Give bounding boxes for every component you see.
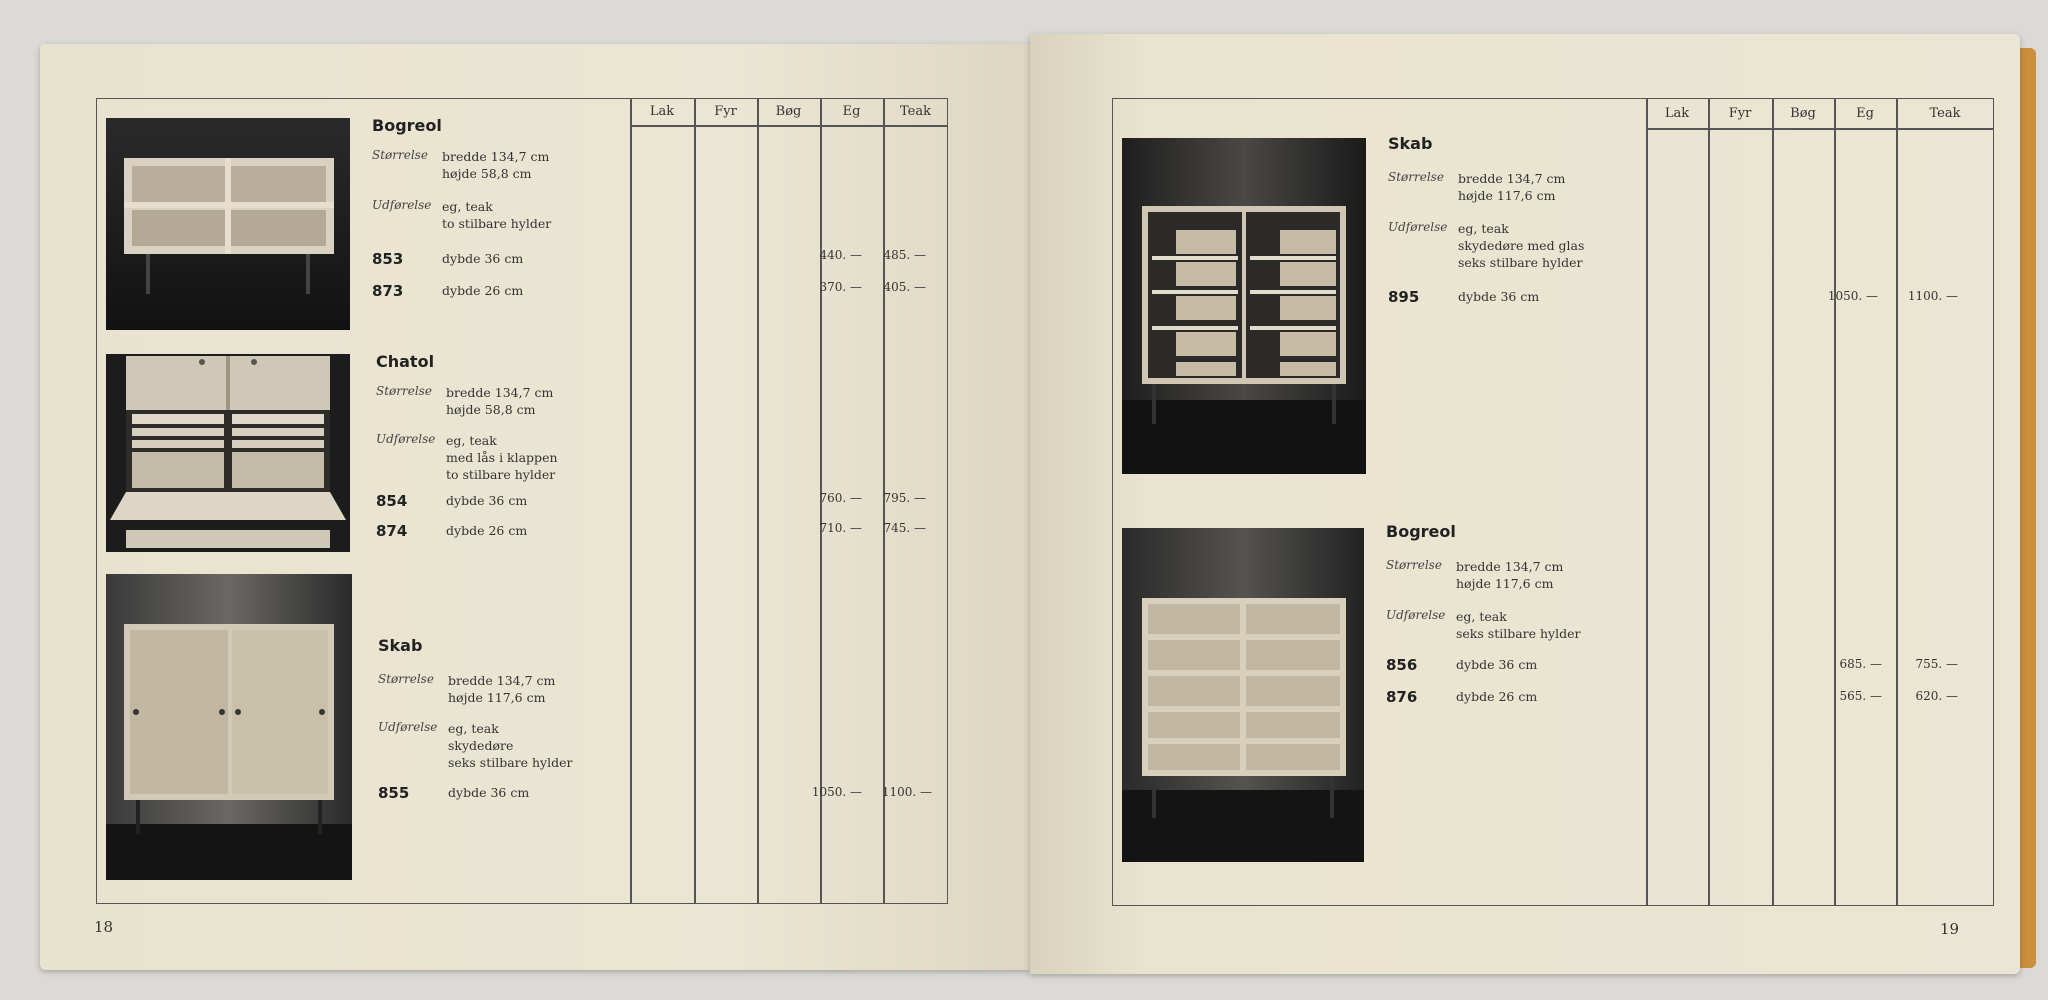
depth-text: dybde 36 cm bbox=[1456, 657, 1538, 672]
left-col-divider bbox=[694, 98, 696, 904]
price-eg: 1050. — bbox=[811, 785, 862, 799]
product-number: 876 bbox=[1386, 688, 1418, 706]
left-header-rule bbox=[630, 125, 948, 127]
finish-text: eg, teak skydedøre med glas seks stilbare hylder bbox=[1458, 221, 1585, 270]
finish-label: Udførelse bbox=[372, 198, 432, 212]
price-eg: 760. — bbox=[819, 491, 862, 505]
finish-label: Udførelse bbox=[378, 720, 438, 734]
chatol-photo bbox=[106, 354, 350, 552]
depth-text: dybde 36 cm bbox=[1458, 289, 1540, 304]
price-teak: 620. — bbox=[1915, 689, 1958, 703]
price-teak: 755. — bbox=[1915, 657, 1958, 671]
price-eg: 710. — bbox=[819, 521, 862, 535]
bogreol-photo bbox=[106, 118, 350, 330]
item-title: Chatol bbox=[376, 352, 435, 371]
price-teak: 795. — bbox=[883, 491, 926, 505]
right-col-divider bbox=[1772, 98, 1774, 906]
size-text: bredde 134,7 cm højde 117,6 cm bbox=[448, 673, 556, 705]
size-text: bredde 134,7 cm højde 58,8 cm bbox=[446, 385, 554, 417]
product-number: 856 bbox=[1386, 656, 1418, 674]
column-header-lak: Lak bbox=[649, 104, 675, 119]
right-col-divider bbox=[1896, 98, 1898, 906]
price-teak: 1100. — bbox=[1907, 289, 1958, 303]
depth-text: dybde 26 cm bbox=[442, 283, 524, 298]
size-label: Størrelse bbox=[378, 672, 434, 686]
product-number: 853 bbox=[372, 250, 404, 268]
price-teak: 405. — bbox=[883, 280, 926, 294]
product-number: 873 bbox=[372, 282, 404, 300]
column-header-fyr: Fyr bbox=[1728, 106, 1752, 121]
skab-photo bbox=[106, 574, 352, 880]
item-title: Skab bbox=[1388, 134, 1433, 153]
product-number: 895 bbox=[1388, 288, 1420, 306]
product-number: 874 bbox=[376, 522, 408, 540]
price-teak: 485. — bbox=[883, 248, 926, 262]
item-title: Skab bbox=[378, 636, 423, 655]
left-col-divider bbox=[630, 98, 632, 904]
size-label: Størrelse bbox=[372, 148, 428, 162]
right-col-divider bbox=[1834, 98, 1836, 906]
finish-text: eg, teak skydedøre seks stilbare hylder bbox=[448, 721, 573, 770]
size-label: Størrelse bbox=[376, 384, 432, 398]
finish-label: Udførelse bbox=[1386, 608, 1446, 622]
item-title: Bogreol bbox=[1386, 522, 1456, 541]
product-number: 855 bbox=[378, 784, 410, 802]
right-col-divider bbox=[1708, 98, 1710, 906]
page-number: 18 bbox=[94, 918, 114, 936]
product-number: 854 bbox=[376, 492, 408, 510]
price-eg: 685. — bbox=[1839, 657, 1882, 671]
page-number: 19 bbox=[1940, 920, 1960, 938]
finish-label: Udførelse bbox=[1388, 220, 1448, 234]
column-header-eg: Eg bbox=[842, 104, 861, 119]
right-col-divider bbox=[1646, 98, 1648, 906]
price-eg: 440. — bbox=[819, 248, 862, 262]
left-col-divider bbox=[757, 98, 759, 904]
price-eg: 565. — bbox=[1839, 689, 1882, 703]
depth-text: dybde 36 cm bbox=[446, 493, 528, 508]
price-eg: 370. — bbox=[819, 280, 862, 294]
finish-label: Udførelse bbox=[376, 432, 436, 446]
depth-text: dybde 36 cm bbox=[448, 785, 530, 800]
size-text: bredde 134,7 cm højde 58,8 cm bbox=[442, 149, 550, 181]
column-header-bog: Bøg bbox=[1790, 106, 1816, 121]
column-header-bog: Bøg bbox=[775, 104, 802, 119]
skab-glass-photo bbox=[1122, 138, 1366, 474]
price-teak: 1100. — bbox=[881, 785, 932, 799]
column-header-teak: Teak bbox=[1929, 106, 1961, 121]
size-label: Størrelse bbox=[1386, 558, 1442, 572]
column-header-fyr: Fyr bbox=[714, 104, 737, 119]
size-text: bredde 134,7 cm højde 117,6 cm bbox=[1456, 559, 1564, 591]
depth-text: dybde 26 cm bbox=[1456, 689, 1538, 704]
column-header-teak: Teak bbox=[900, 104, 931, 119]
depth-text: dybde 36 cm bbox=[442, 251, 524, 266]
column-header-lak: Lak bbox=[1664, 106, 1690, 121]
left-page bbox=[40, 44, 1030, 970]
price-teak: 745. — bbox=[883, 521, 926, 535]
finish-text: eg, teak seks stilbare hylder bbox=[1456, 609, 1581, 641]
right-page bbox=[1030, 34, 2020, 974]
size-text: bredde 134,7 cm højde 117,6 cm bbox=[1458, 171, 1566, 203]
finish-text: eg, teak to stilbare hylder bbox=[442, 199, 552, 231]
price-eg: 1050. — bbox=[1827, 289, 1878, 303]
size-label: Størrelse bbox=[1388, 170, 1444, 184]
bogreol-tall-photo bbox=[1122, 528, 1364, 862]
column-header-eg: Eg bbox=[1856, 106, 1874, 121]
finish-text: eg, teak med lås i klappen to stilbare hylder bbox=[446, 433, 558, 482]
right-header-rule bbox=[1646, 128, 1994, 130]
item-title: Bogreol bbox=[372, 116, 442, 135]
depth-text: dybde 26 cm bbox=[446, 523, 528, 538]
